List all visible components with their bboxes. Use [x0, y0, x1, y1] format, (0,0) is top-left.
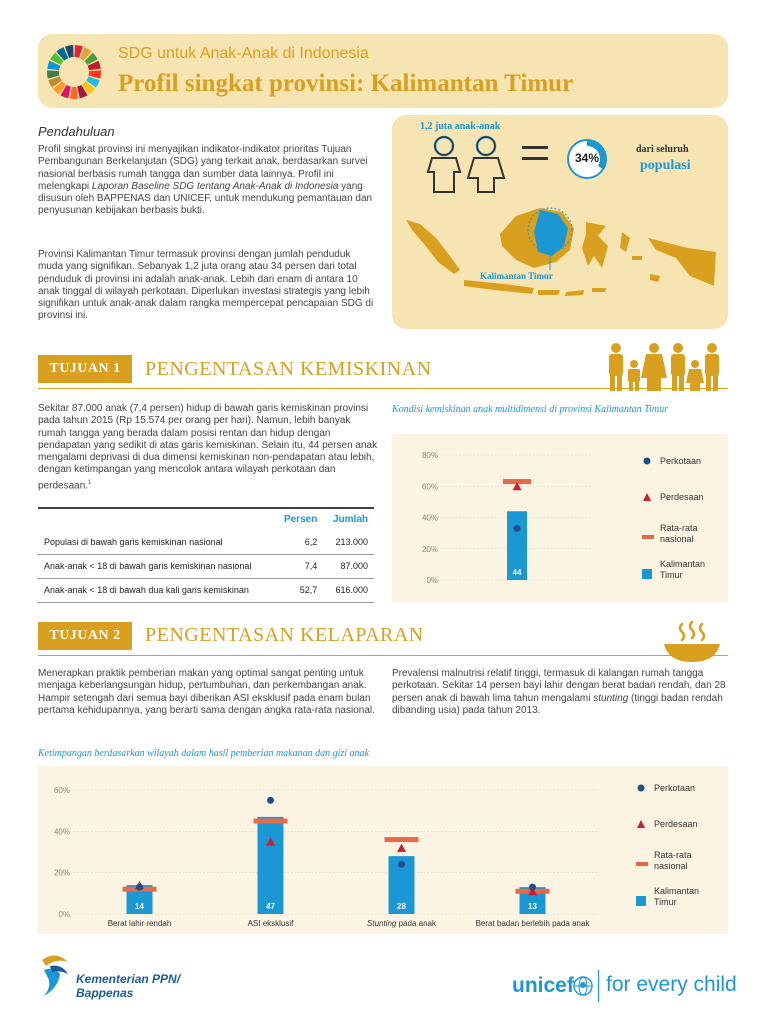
table-header: Persen — [274, 508, 323, 530]
bappenas-name: Kementerian PPN/ Bappenas — [76, 972, 181, 1000]
legend-province-label: Kalimantan — [654, 886, 700, 896]
goal-2-tag: TUJUAN 2 — [38, 622, 132, 650]
chart-1 — [392, 434, 728, 602]
goal-1-paragraph: Sekitar 87.000 anak (7,4 persen) hidup di bawah garis kemiskinan provinsi pada tahun 2015 (Rp 15.574 per orang per hari). Namun, lebih banyak rumah tangga yang berada dalam posisi rentan dan hidup dengan pendapatan yang sedikit di atas garis kemiskinan. Selain itu, 44 persen anak mengalami deprivasi di dua dimensi kemiskinan non-pendapatan atau lebih, dengan ketimpangan yang mencolok antara wilayah perkotaan dan perdesaan.$^1$ — [38, 403, 378, 492]
goal-1-tag: TUJUAN 1 — [38, 355, 132, 383]
legend-province-label: Kalimantan — [660, 559, 706, 569]
intro-paragraph-2: Provinsi Kalimantan Timur termasuk provinsi dengan jumlah penduduk muda yang signifikan. Sebanyak 1,2 juta orang atau 34 persen dari total penduduk di provinsi ini adalah anak-anak. Lebih dari enam di antara 10 anak tinggal di wilayah perkotaan. Diperlukan investasi strategis yang lebih signifikan untuk anak-anak dalam rangka mempercepat pencapaian SDG di provinsi ini. — [38, 249, 374, 322]
goal-2-title: PENGENTASAN KELAPARAN — [145, 624, 424, 646]
table-cell: 52,7 — [274, 578, 323, 602]
population-label: populasi — [640, 158, 691, 173]
rural-marker — [397, 844, 406, 852]
y-tick-label: 60% — [53, 786, 70, 795]
legend-national-label: Rata-rata — [654, 850, 692, 860]
percent-value: 34% — [574, 151, 600, 165]
bar-value-label: 14 — [135, 902, 144, 911]
map-label: Kalimantan Timur — [480, 271, 553, 281]
legend-province-label: Timur — [660, 570, 683, 580]
footer-separator — [598, 970, 599, 1002]
bowl-icon — [660, 620, 724, 664]
bappenas-logo — [38, 952, 72, 998]
children-icon — [424, 134, 508, 194]
urban-marker — [529, 884, 536, 891]
table-cell: 87.000 — [323, 554, 374, 578]
legend-province-marker — [636, 896, 646, 906]
table-header: Jumlah — [323, 508, 374, 530]
poverty-table — [38, 507, 374, 603]
national-average-marker — [254, 819, 288, 824]
unicef-globe-icon — [573, 976, 593, 996]
urban-marker — [514, 525, 521, 532]
goal-2-paragraph-right: Prevalensi malnutrisi relatif tinggi, termasuk di kalangan rumah tangga perkotaan. Sekitar 14 persen bayi lahir dengan berat badan rendah, dan 28 persen anak di bawah lima tahun mengalami stunting (tinggi badan rendah dibanding usia) pada tahun 2013. — [392, 668, 726, 716]
header-kicker: SDG untuk Anak-Anak di Indonesia — [118, 45, 369, 62]
legend-rural-marker — [637, 820, 645, 828]
bar-value-label: 13 — [528, 902, 537, 911]
legend-urban-label: Perkotaan — [660, 456, 702, 466]
y-tick-label: 0% — [426, 576, 438, 585]
chart-2-title: Ketimpangan berdasarkan wilayah dalam hasil pemberian makanan dan gizi anak — [38, 748, 369, 759]
legend-province-label: Timur — [654, 897, 677, 907]
category-label: Berat lahir rendah — [107, 919, 172, 928]
urban-marker — [136, 884, 143, 891]
sdg-wheel-segment — [70, 87, 78, 99]
y-tick-label: 40% — [421, 513, 438, 523]
table-cell: Populasi di bawah garis kemiskinan nasional — [38, 530, 274, 554]
legend-national-marker — [636, 862, 648, 866]
national-average-marker — [385, 837, 419, 842]
table-cell: Anak-anak < 18 di bawah garis kemiskinan nasional — [38, 554, 274, 578]
goal-1-title: PENGENTASAN KEMISKINAN — [145, 358, 432, 380]
table-cell: 6,2 — [274, 530, 323, 554]
children-count-label: 1,2 juta anak-anak — [420, 121, 501, 132]
table-cell: 7,4 — [274, 554, 323, 578]
legend-urban-label: Perkotaan — [654, 783, 696, 793]
urban-marker — [398, 861, 405, 868]
bar-value-label: 28 — [397, 902, 406, 911]
table-cell: 616.000 — [323, 578, 374, 602]
table-cell: 213.000 — [323, 530, 374, 554]
legend-urban-marker — [638, 785, 645, 792]
bar-kalimantan-timur — [258, 817, 284, 914]
bar-value-label: 47 — [266, 902, 275, 911]
y-tick-label: 20% — [421, 544, 438, 554]
table-row — [38, 530, 374, 554]
legend-urban-marker — [644, 458, 651, 465]
y-tick-label: 0% — [58, 910, 70, 919]
y-tick-label: 80% — [421, 451, 438, 460]
table-header — [38, 508, 274, 530]
table-row — [38, 554, 374, 578]
goal-2-paragraph-left: Menerapkan praktik pemberian makan yang optimal sangat penting untuk menjaga keberlangsungan hidup, pertumbuhan, dan perkembangan anak. Hampir setengah dari semua bayi diberikan ASI eksklusif pada enam bulan pertama kehidupannya, yang berarti sama dengan angka rata-rata nasional. — [38, 668, 375, 716]
table-cell: Anak-anak < 18 di bawah dua kali garis kemiskinan — [38, 578, 274, 602]
legend-national-label: nasional — [654, 861, 688, 871]
unicef-logo: unicef — [512, 974, 574, 997]
intro-paragraph-1: Profil singkat provinsi ini menyajikan indikator-indikator prioritas Tujuan Pembangunan Berkelanjutan (SDG) yang terkait anak, berdasarkan survei nasional berbasis rumah tangga dan sumber data lainnya. Profil ini melengkapi Laporan Baseline SDG tentang Anak-Anak di Indonesia yang disusun oleh BAPPENAS dan UNICEF, untuk mendukung pemantauan dan penyusunan kebijakan berbasis bukti. — [38, 144, 373, 217]
category-label: Stunting pada anak — [367, 919, 436, 928]
table-row — [38, 578, 374, 602]
chart-1-title: Kondisi kemiskinan anak multidimensi di provinsi Kalimantan Timur — [392, 404, 669, 415]
y-tick-label: 20% — [53, 868, 70, 878]
chart-2 — [38, 766, 728, 934]
intro-heading: Pendahuluan — [38, 124, 115, 139]
legend-national-marker — [642, 535, 654, 539]
page-title: Profil singkat provinsi: Kalimantan Timur — [118, 70, 574, 97]
legend-province-marker — [642, 569, 652, 579]
legend-rural-marker — [643, 493, 651, 501]
urban-marker — [267, 797, 274, 804]
legend-rural-label: Perdesaan — [654, 819, 698, 829]
legend-national-label: nasional — [660, 534, 694, 544]
equals-icon — [522, 146, 548, 160]
family-icon — [604, 342, 722, 392]
legend-national-label: Rata-rata — [660, 523, 698, 533]
category-label: ASI eksklusif — [247, 919, 294, 928]
of-all-label: dari seluruh — [636, 144, 689, 155]
unicef-tagline: for every child — [606, 973, 737, 996]
y-tick-label: 60% — [421, 482, 438, 492]
divider — [38, 655, 728, 656]
table-header-row — [38, 508, 374, 530]
bar-value-label: 44 — [512, 568, 522, 577]
indonesia-map — [400, 192, 722, 322]
sdg-wheel-logo — [46, 44, 102, 100]
legend-rural-label: Perdesaan — [660, 492, 704, 502]
category-label: Berat badan berlebih pada anak — [475, 919, 590, 928]
y-tick-label: 40% — [53, 827, 70, 837]
